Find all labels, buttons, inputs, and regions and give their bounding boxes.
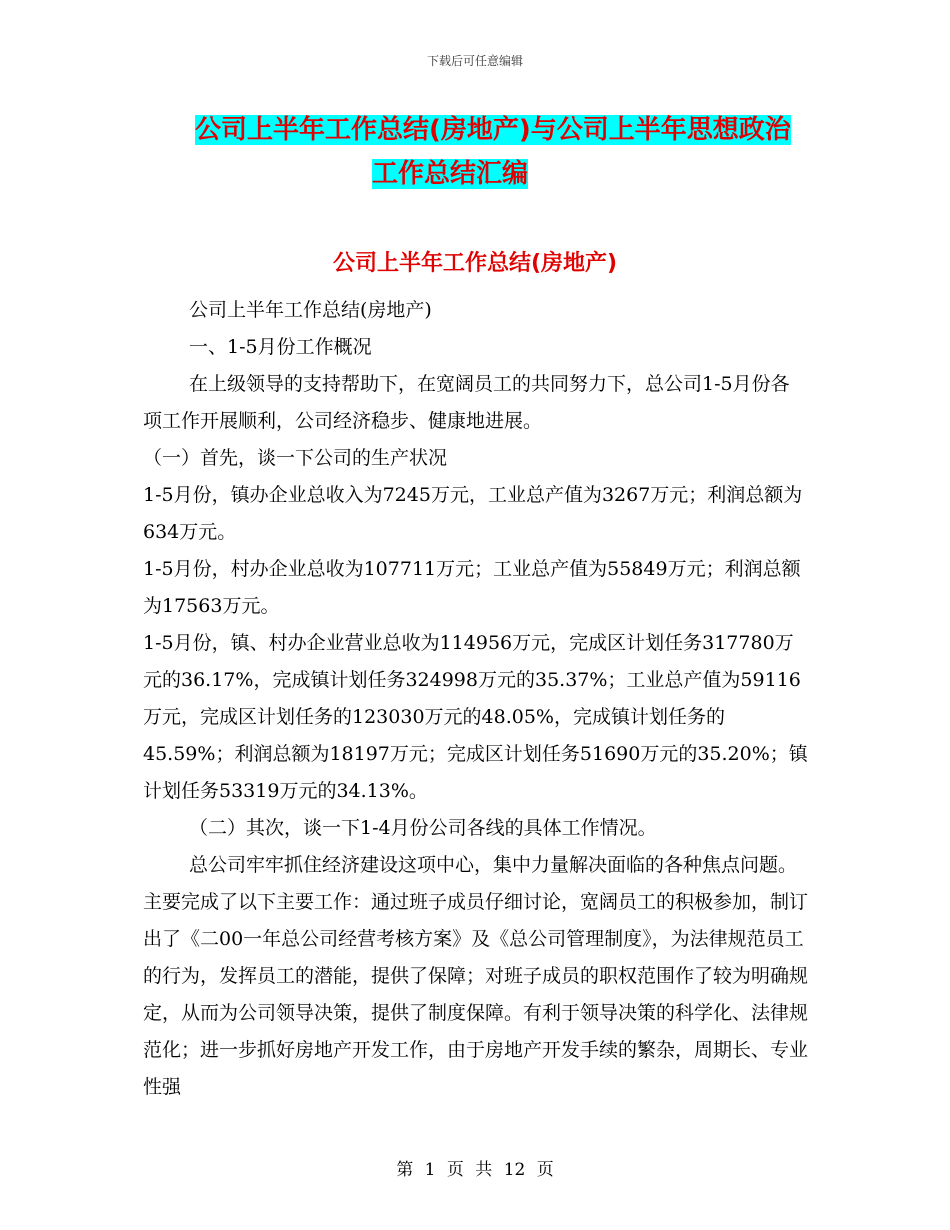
document-title [195,108,815,196]
document-title-line2: 工作总结汇编 [371,159,528,189]
paragraph-town-enterprise: 1-5月份，镇办企业总收入为7245万元，工业总产值为3267万元；利润总额为634万元。 [143,484,803,543]
paragraph-main-work: 总公司牢牢抓住经济建设这项中心，集中力量解决面临的各种焦点问题。主要完成了以下主要工作：通过班子成员仔细讨论，宽阔员工的积极参加，制订出了《二00一年总公司经营考核方案》及《总公司管理制度》，为法律规范员工的行为，发挥员工的潜能，提供了保障；对班子成员的职权范围作了较为明确规定，从而为公司领导决策，提供了制度保障。有利于领导决策的科学化、法律规范化；进一步抓好房地产开发工作，由于房地产开发手续的繁杂，周期长、专业性强 [143,854,809,1098]
paragraph-heading-overview: 一、1-5月份工作概况 [189,336,372,358]
section-title: 公司上半年工作总结(房地产) [332,251,618,276]
document-title-line1: 公司上半年工作总结(房地产)与公司上半年思想政治 [195,115,791,145]
paragraph-subtitle: 公司上半年工作总结(房地产) [189,299,432,321]
paragraph-heading-work: （二）其次，谈一下1-4月份公司各线的具体工作情况。 [189,817,657,839]
paragraph-intro: 在上级领导的支持帮助下，在宽阔员工的共同努力下，总公司1-5月份各项工作开展顺利，公司经济稳步、健康地进展。 [143,373,790,432]
page-footer: 第 1 页 共 12 页 [396,1160,554,1180]
paragraph-combined: 1-5月份，镇、村办企业营业总收为114956万元，完成区计划任务317780万元的36.17%，完成镇计划任务324998万元的35.37%；工业总产值为59116万元，完成区计划任务的123030万元的48.05%，完成镇计划任务的45.59%；利润总额为18197万元；完成区计划任务51690万元的35.20%；镇计划任务53319万元的34.13%。 [143,632,808,802]
paragraph-village-enterprise: 1-5月份，村办企业总收为107711万元；工业总产值为55849万元；利润总额为17563万元。 [143,558,801,617]
paragraph-heading-production: （一）首先，谈一下公司的生产状况 [143,447,448,469]
page-header-note: 下载后可任意编辑 [426,54,523,68]
document-body [143,292,808,1106]
